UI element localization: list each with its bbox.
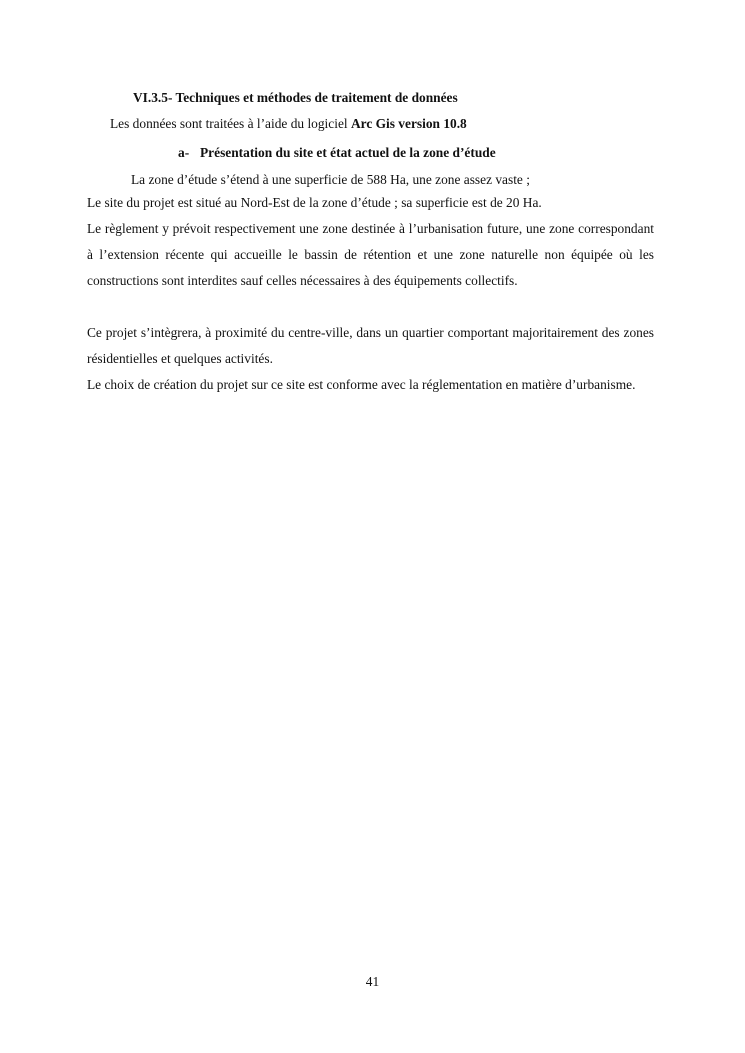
- paragraph-study-area: La zone d’étude s’étend à une superficie de 588 Ha, une zone assez vaste ;: [131, 172, 530, 187]
- subsection-title: Présentation du site et état actuel de la zone d’étude: [200, 145, 496, 160]
- software-text: Les données sont traitées à l’aide du logiciel: [110, 116, 351, 131]
- paragraph-project-integration: Ce projet s’intègrera, à proximité du centre-ville, dans un quartier comportant majoritairement des zones résidentielles et quelques activités.: [87, 325, 654, 366]
- software-statement: [110, 116, 467, 132]
- subsection-heading: [178, 145, 496, 161]
- software-name: Arc Gis version 10.8: [350, 116, 467, 131]
- paragraph-conformity: Le choix de création du projet sur ce site est conforme avec la réglementation en matière d’urbanisme.: [87, 377, 636, 392]
- paragraph-site-location: Le site du projet est situé au Nord-Est de la zone d’étude ; sa superficie est de 20 Ha.: [87, 195, 542, 210]
- page-number: 41: [365, 974, 380, 989]
- subsection-marker: a-: [178, 145, 190, 160]
- section-heading: VI.3.5- Techniques et méthodes de traitement de données: [133, 90, 458, 105]
- paragraph-regulation: Le règlement y prévoit respectivement une zone destinée à l’urbanisation future, une zone correspondant à l’extension récente qui accueille le bassin de rétention et une zone naturelle non équipée où les constructions sont interdites sauf celles nécessaires à des équipements collectifs.: [87, 221, 654, 288]
